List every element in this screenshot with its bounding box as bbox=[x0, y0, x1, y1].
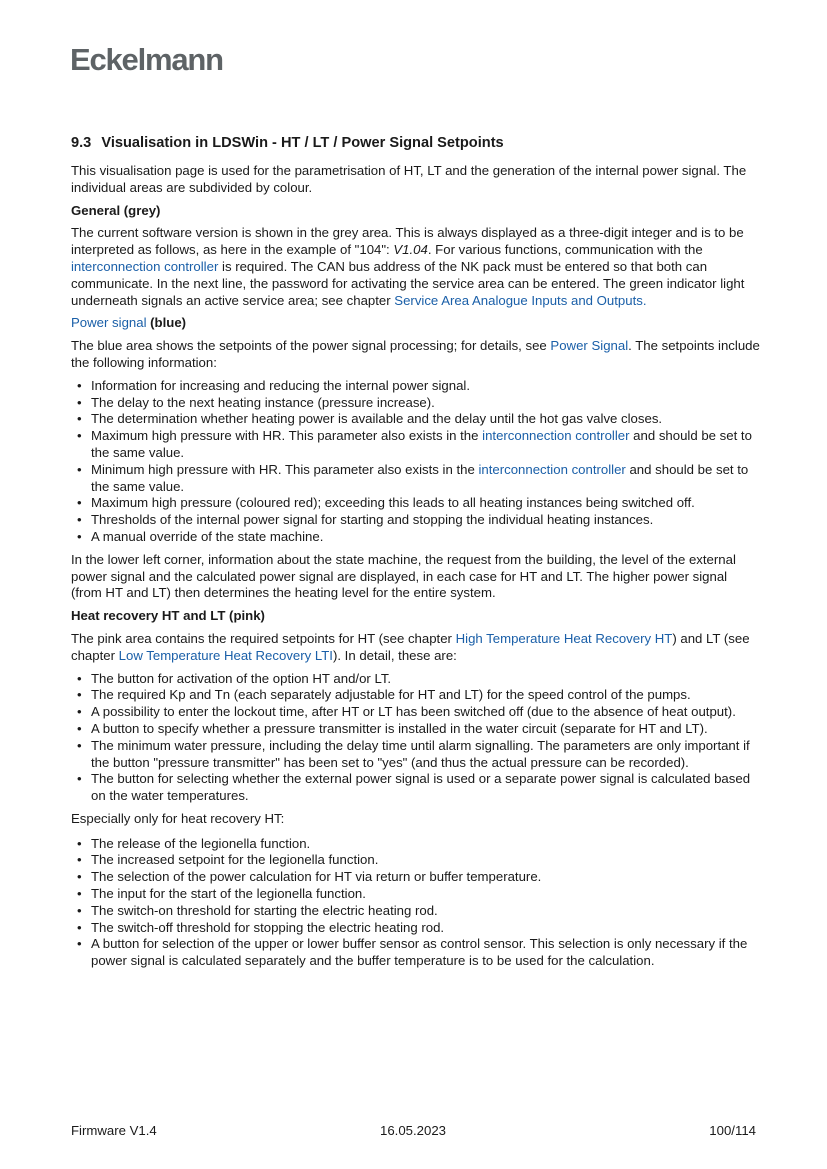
list-item: • Maximum high pressure (coloured red); exceeding this leads to all heating instances being switched off. bbox=[71, 495, 761, 512]
power-signal-heading-link[interactable]: Power signal bbox=[71, 315, 147, 331]
list-item: • The increased setpoint for the legionella function. bbox=[71, 852, 761, 869]
service-area-link-period[interactable]: . bbox=[642, 292, 647, 308]
power-signal-closing: In the lower left corner, information about the state machine, the request from the building, the level of the external power signal and the calculated power signal are displayed, in each case for HT and LT. The higher power signal (from HT and LT) then determines the heating level for the entire system. bbox=[71, 551, 736, 601]
list-item: • The input for the start of the legionella function. bbox=[71, 886, 761, 903]
power-signal-paragraph bbox=[71, 338, 761, 372]
general-text-2: . For various functions, communication with the bbox=[427, 242, 703, 258]
heat-recovery-list bbox=[71, 671, 761, 805]
list-item: • The minimum water pressure, including the delay time until alarm signalling. The parameters are only important if the button "pressure transmitter" has been set to "yes" (and thus the actual pressure can be recorded). bbox=[71, 738, 761, 772]
list-item: • The button for activation of the option HT and/or LT. bbox=[71, 671, 761, 688]
general-paragraph bbox=[71, 225, 761, 309]
heat-recovery-text-2: ) and LT (see chapter bbox=[71, 630, 750, 663]
power-signal-text-2: . The setpoints include the following information: bbox=[71, 338, 760, 370]
heat-recovery-text-3: ). In detail, these are: bbox=[332, 647, 457, 663]
heat-recovery-paragraph bbox=[71, 631, 761, 665]
footer-firmware: Firmware V1.4 bbox=[71, 1123, 157, 1138]
list-item: • A possibility to enter the lockout time, after HT or LT has been switched off (due to the absence of heat output). bbox=[71, 704, 761, 721]
power-signal-heading bbox=[71, 315, 761, 332]
list-item: • The button for selecting whether the external power signal is used or a separate power signal is calculated based on the water temperatures. bbox=[71, 771, 761, 805]
list-item: • The switch-off threshold for stopping the electric heating rod. bbox=[71, 920, 761, 937]
list-item: • The switch-on threshold for starting the electric heating rod. bbox=[71, 903, 761, 920]
service-area-link[interactable]: Service Area Analogue Inputs and Outputs bbox=[394, 292, 643, 308]
list-item: • Information for increasing and reducing the internal power signal. bbox=[71, 378, 761, 395]
page-footer bbox=[71, 1123, 756, 1140]
list-item: • A button to specify whether a pressure transmitter is installed in the water circuit (separate for HT and LT). bbox=[71, 721, 761, 738]
list-item: • Thresholds of the internal power signal for starting and stopping the individual heating instances. bbox=[71, 512, 761, 529]
lt-chapter-link[interactable]: Low Temperature Heat Recovery LTI bbox=[118, 647, 333, 663]
list-item-text: and should be set to the same value. bbox=[91, 461, 749, 494]
footer-page-number: 100/114 bbox=[709, 1123, 756, 1138]
interconnection-controller-link[interactable]: interconnection controller bbox=[478, 461, 626, 477]
section-number: 9.3 bbox=[71, 135, 92, 151]
ht-only-list bbox=[71, 836, 761, 970]
list-item-text: and should be set to the same value. bbox=[91, 428, 752, 460]
list-item: • The delay to the next heating instance (pressure increase). bbox=[71, 395, 761, 412]
section-intro: This visualisation page is used for the parametrisation of HT, LT and the generation of the internal power signal. The individual areas are subdivided by colour. bbox=[71, 163, 747, 195]
power-signal-link[interactable]: Power Signal bbox=[550, 338, 629, 354]
list-item: • The release of the legionella function. bbox=[71, 836, 761, 853]
power-signal-list bbox=[71, 378, 761, 546]
general-text-3: is required. The CAN bus address of the NK pack must be entered so that both can communicate. In the next line, the password for activating the service area can be entered. The green indicator light underneath signals an active service area; see chapter bbox=[71, 258, 745, 308]
list-item: • A button for selection of the upper or lower buffer sensor as control sensor. This selection is only necessary if the power signal is calculated separately and the buffer temperature is to be used for the calculation. bbox=[71, 936, 761, 970]
list-item-text: Maximum high pressure with HR. This parameter also exists in the bbox=[91, 428, 483, 444]
general-text-1: The current software version is shown in the grey area. This is always displayed as a three-digit integer and is to be interpreted as follows, as here in the example of "104": bbox=[71, 225, 744, 258]
general-heading: General (grey) bbox=[71, 202, 161, 218]
list-item-text: Minimum high pressure with HR. This parameter also exists in the bbox=[91, 461, 479, 477]
list-item: • The determination whether heating power is available and the delay until the hot gas valve closes. bbox=[71, 411, 761, 428]
list-item bbox=[71, 462, 761, 496]
list-item bbox=[71, 428, 761, 462]
ht-chapter-link[interactable]: High Temperature Heat Recovery HT bbox=[455, 630, 673, 646]
list-item: • A manual override of the state machine. bbox=[71, 529, 761, 546]
ht-only-intro: Especially only for heat recovery HT: bbox=[71, 810, 285, 826]
power-signal-text-1: The blue area shows the setpoints of the power signal processing; for details, see bbox=[71, 338, 551, 354]
heat-recovery-text-1: The pink area contains the required setpoints for HT (see chapter bbox=[71, 630, 456, 646]
page-content bbox=[71, 134, 761, 976]
version-example: V1.04 bbox=[393, 242, 428, 258]
eckelmann-logo: Eckelmann bbox=[70, 42, 223, 77]
list-item: • The selection of the power calculation for HT via return or buffer temperature. bbox=[71, 869, 761, 886]
list-item: • The required Kp and Tn (each separately adjustable for HT and LT) for the speed control of the pumps. bbox=[71, 687, 761, 704]
section-heading bbox=[71, 134, 761, 152]
interconnection-controller-link[interactable]: interconnection controller bbox=[482, 428, 630, 444]
footer-date: 16.05.2023 bbox=[380, 1123, 447, 1138]
section-title: Visualisation in LDSWin - HT / LT / Power Signal Setpoints bbox=[101, 135, 504, 151]
heat-recovery-heading: Heat recovery HT and LT (pink) bbox=[71, 608, 265, 624]
power-signal-heading-suffix: (blue) bbox=[146, 315, 187, 331]
interconnection-controller-link[interactable]: interconnection controller bbox=[71, 258, 219, 274]
